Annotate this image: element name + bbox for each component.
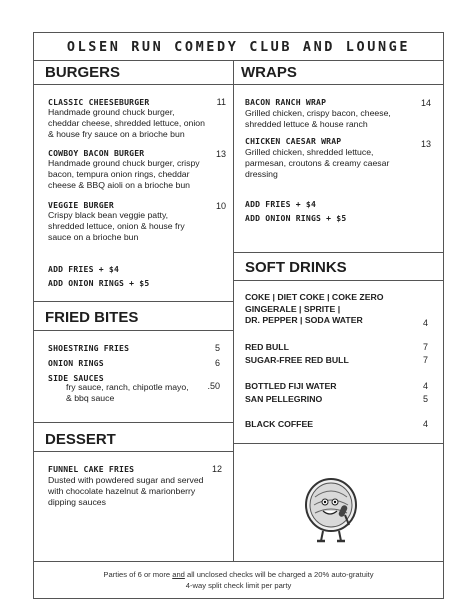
item-veggie-burger: VEGGIE BURGER [48, 200, 114, 210]
title-band [34, 33, 443, 61]
fried-bites-top-rule [34, 301, 233, 302]
price-bacon-ranch-wrap: 14 [420, 98, 431, 108]
logo-top-rule [233, 443, 444, 444]
item-cowboy-bacon-burger: COWBOY BACON BURGER [48, 148, 145, 158]
desc-bacon-ranch-wrap: Grilled chicken, crispy bacon, cheese, shredded lettuce & house ranch [245, 108, 391, 130]
burgers-heading: BURGERS [45, 64, 121, 81]
item-funnel-cake-fries: FUNNEL CAKE FRIES [48, 464, 135, 474]
desc-chicken-caesar-wrap: Grilled chicken, shredded lettuce, parmesan, croutons & creamy caesar dressing [245, 147, 390, 180]
desc-side-sauces: fry sauce, ranch, chipotle mayo, & bbq sauce [66, 382, 189, 404]
comedian-microphone-logo-icon [303, 475, 359, 545]
drink-bottled-fiji-water: BOTTLED FIJI WATER [245, 381, 337, 391]
drink-sodas: COKE | DIET COKE | COKE ZERO GINGERALE | SPRITE | DR. PEPPER | SODA WATER [245, 292, 384, 326]
burgers-addon-onion-rings: ADD ONION RINGS + $5 [48, 278, 150, 288]
price-onion-rings: 6 [214, 358, 220, 368]
item-shoestring-fries: SHOESTRING FRIES [48, 343, 130, 353]
wraps-heading: WRAPS [241, 64, 297, 81]
desc-classic-cheeseburger: Handmade ground chuck burger, cheddar cheese, shredded lettuce, onion & house fry sauce on a brioche bun [48, 107, 205, 140]
price-san-pellegrino: 5 [422, 394, 428, 404]
price-shoestring-fries: 5 [214, 343, 220, 353]
item-chicken-caesar-wrap: CHICKEN CAESAR WRAP [245, 136, 342, 146]
menu-frame [33, 32, 444, 599]
wraps-addon-onion-rings: ADD ONION RINGS + $5 [245, 213, 347, 223]
item-classic-cheeseburger: CLASSIC CHEESEBURGER [48, 97, 150, 107]
fried-bites-heading: FRIED BITES [45, 309, 139, 326]
fried-bites-rule [34, 330, 233, 331]
soft-drinks-rule [233, 280, 444, 281]
drink-sugar-free-red-bull: SUGAR-FREE RED BULL [245, 355, 349, 365]
wraps-addon-fries: ADD FRIES + $4 [245, 199, 317, 209]
price-side-sauces: .50 [207, 381, 220, 391]
item-onion-rings: ONION RINGS [48, 358, 104, 368]
price-classic-cheeseburger: 11 [216, 97, 226, 107]
drink-san-pellegrino: SAN PELLEGRINO [245, 394, 323, 404]
price-funnel-cake-fries: 12 [211, 464, 222, 474]
price-bottled-fiji-water: 4 [422, 381, 428, 391]
drink-red-bull: RED BULL [245, 342, 289, 352]
price-chicken-caesar-wrap: 13 [420, 139, 431, 149]
footer-rule [34, 561, 444, 562]
item-bacon-ranch-wrap: BACON RANCH WRAP [245, 97, 327, 107]
soft-drinks-top-rule [233, 252, 444, 253]
burgers-rule [34, 84, 233, 85]
drink-black-coffee: BLACK COFFEE [245, 419, 314, 429]
desc-veggie-burger: Crispy black bean veggie patty, shredded lettuce, onion & house fry sauce on a brioche bun [48, 210, 185, 243]
wraps-rule [233, 84, 444, 85]
footer-note: Parties of 6 or more and all unclosed checks will be charged a 20% auto-gratuity 4-way split check limit per party [103, 570, 374, 590]
burgers-addon-fries: ADD FRIES + $4 [48, 264, 120, 274]
price-sodas: 4 [422, 318, 428, 328]
desc-funnel-cake-fries: Dusted with powdered sugar and served with chocolate hazelnut & marionberry dipping sauces [48, 475, 204, 508]
dessert-rule [34, 451, 233, 452]
column-divider [233, 61, 234, 561]
menu-title: OLSEN RUN COMEDY CLUB AND LOUNGE [66, 38, 411, 55]
price-black-coffee: 4 [422, 419, 428, 429]
price-cowboy-bacon-burger: 13 [215, 149, 226, 159]
price-red-bull: 7 [422, 342, 428, 352]
desc-cowboy-bacon-burger: Handmade ground chuck burger, crispy bacon, tempura onion rings, cheddar cheese & BBQ aioli on a brioche bun [48, 158, 200, 191]
price-sugar-free-red-bull: 7 [422, 355, 428, 365]
dessert-top-rule [34, 422, 233, 423]
dessert-heading: DESSERT [45, 431, 116, 448]
soft-drinks-heading: SOFT DRINKS [245, 259, 347, 276]
price-veggie-burger: 10 [215, 201, 226, 211]
item-side-sauces: SIDE SAUCES [48, 373, 104, 383]
